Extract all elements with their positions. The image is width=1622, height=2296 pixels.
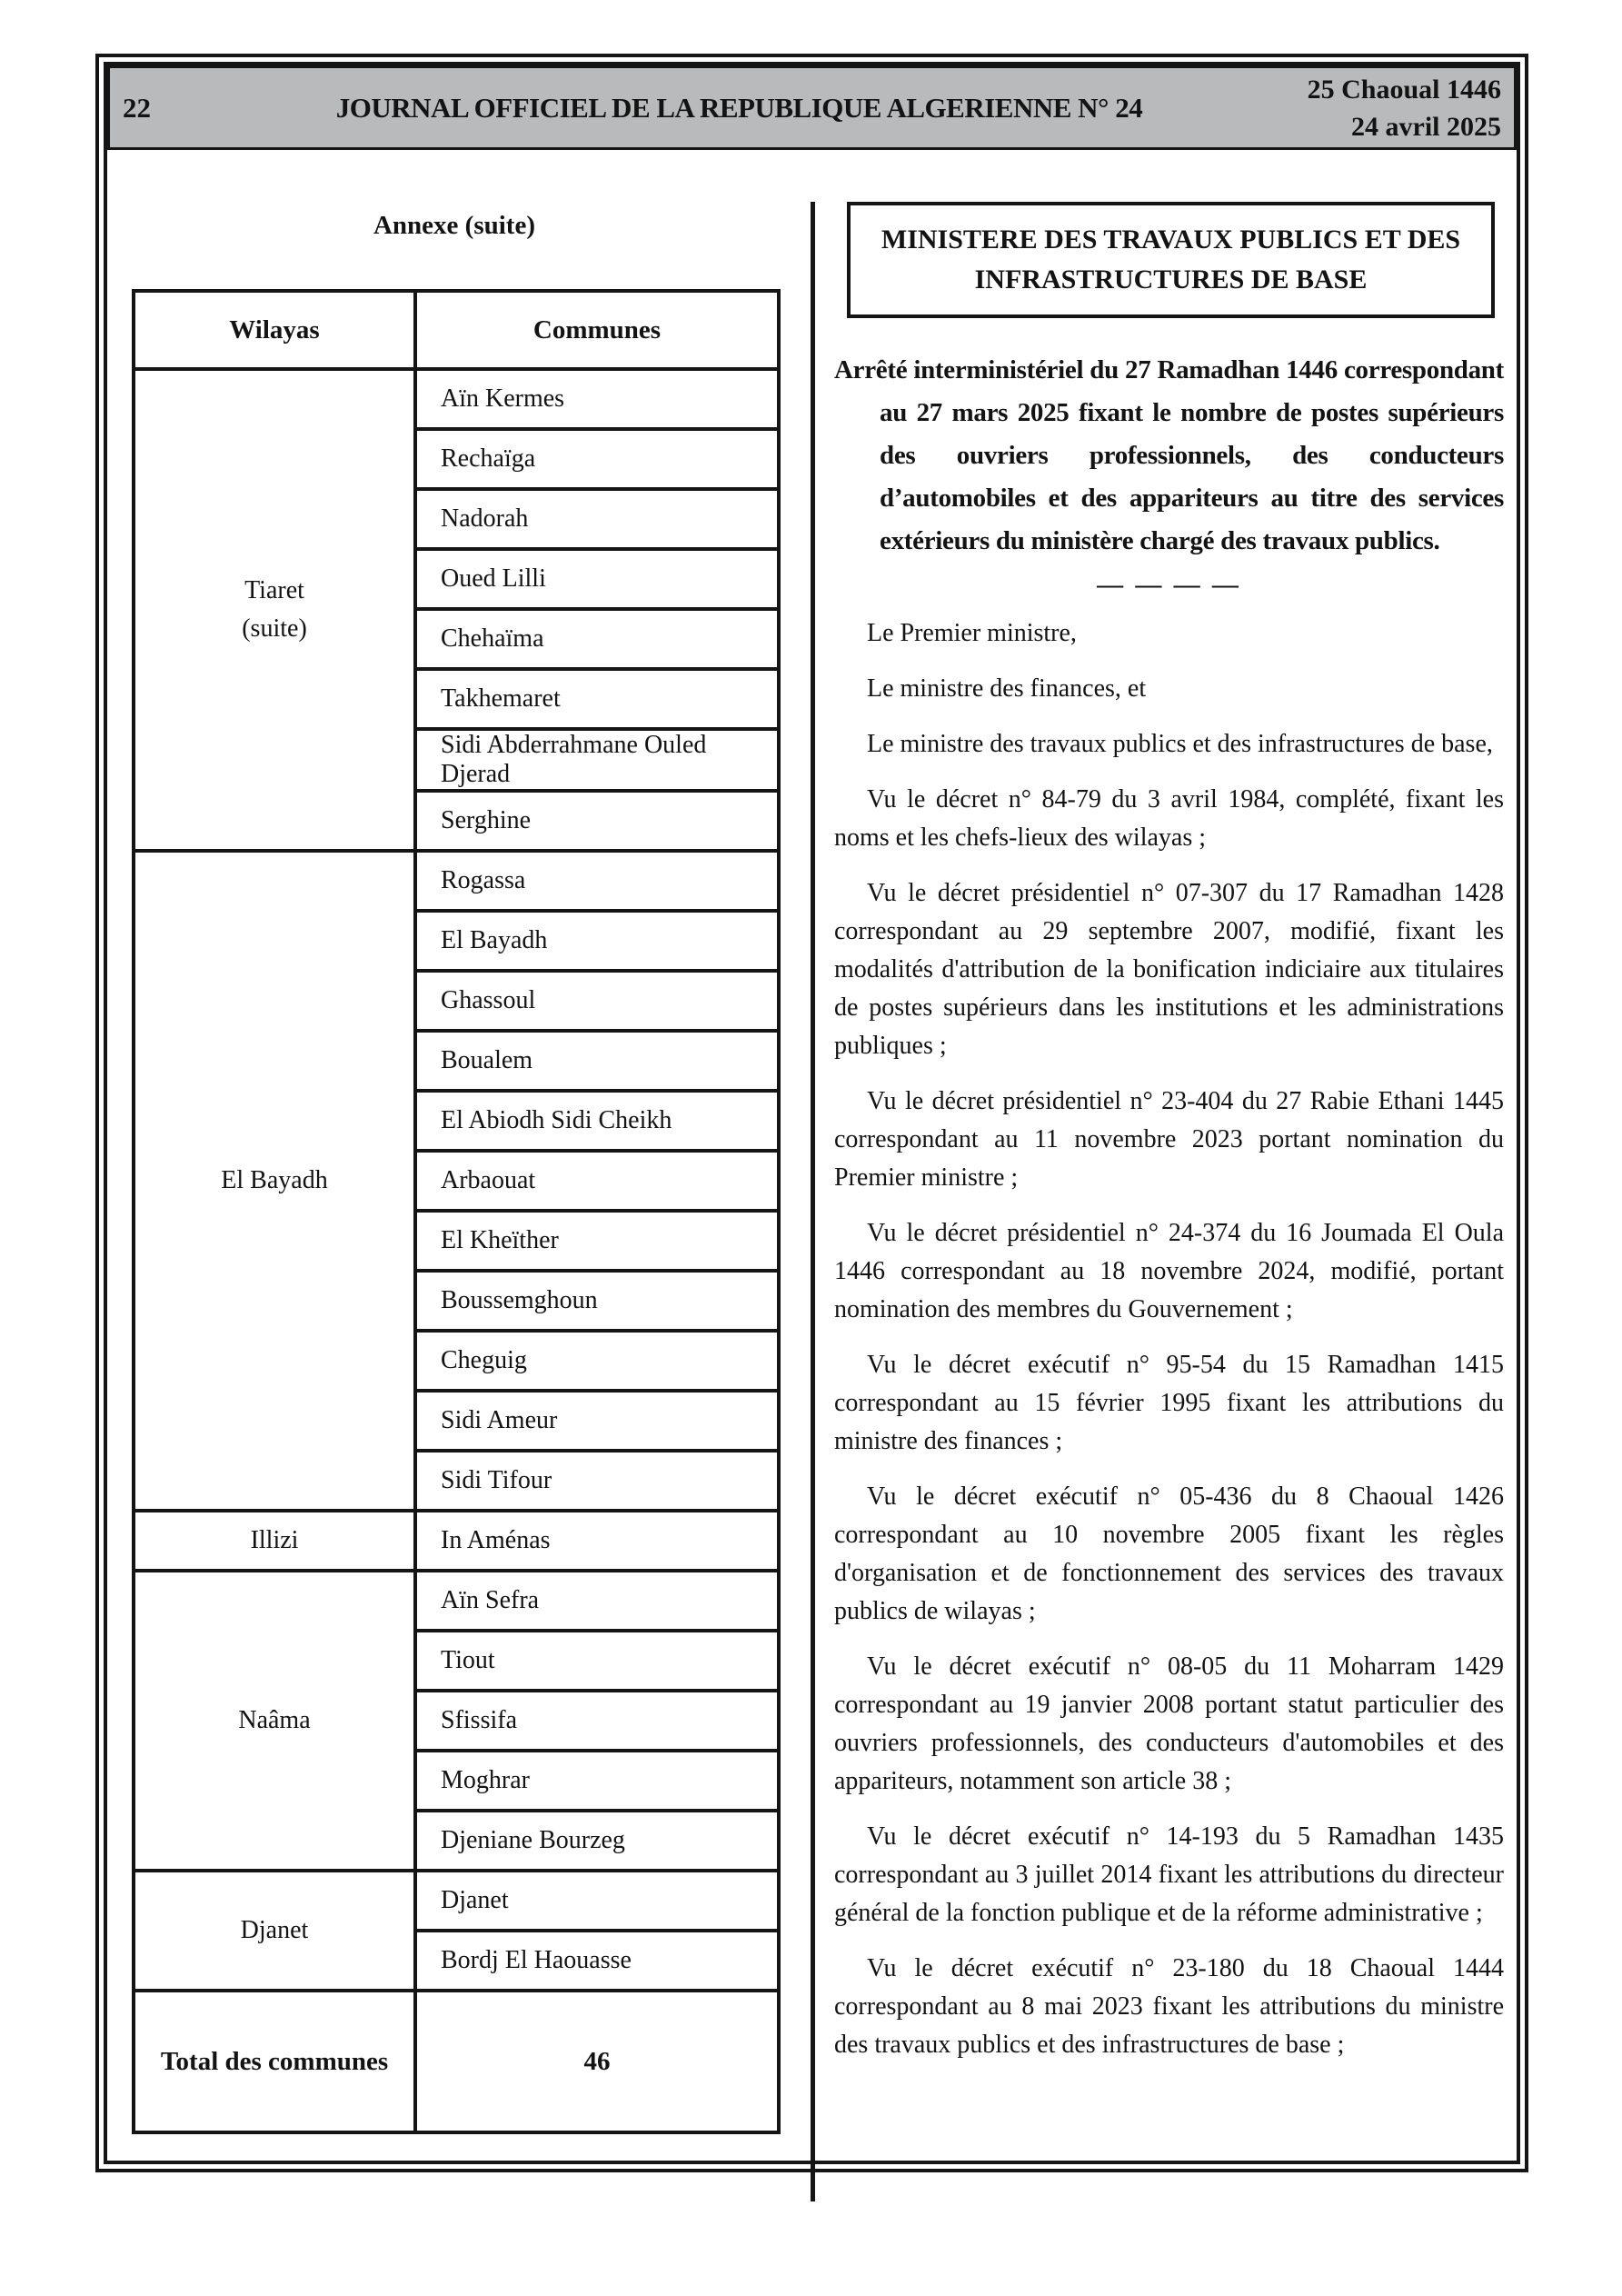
- right-column: [834, 202, 1504, 2081]
- commune-cell: Aïn Sefra: [415, 1571, 779, 1631]
- journal-title: JOURNAL OFFICIEL DE LA REPUBLIQUE ALGERIENNE N° 24: [335, 91, 1143, 124]
- commune-cell: Bordj El Haouasse: [415, 1931, 779, 1991]
- table-row: [134, 1511, 779, 1571]
- paragraph: Vu le décret présidentiel n° 07-307 du 17 Ramadhan 1428 correspondant au 29 septembre 2007, modifié, fixant les modalités d'attribution de la bonification indiciaire aux titulaires de postes supérieurs dans les institutions et les administrations publiques ;: [834, 879, 1504, 1060]
- commune-cell: Takhemaret: [415, 669, 779, 729]
- page-content: [107, 65, 1517, 2161]
- wilaya-cell: [134, 1871, 415, 1991]
- paragraph: Vu le décret exécutif n° 08-05 du 11 Moharram 1429 correspondant au 19 janvier 2008 portant statut particulier des ouvriers professionnels, des conducteurs d'automobiles et des appariteurs, notamment son article 38 ;: [834, 1652, 1504, 1795]
- wilaya-table-body: [134, 369, 779, 2132]
- commune-cell: Boussemghoun: [415, 1271, 779, 1331]
- masthead: [107, 65, 1517, 150]
- commune-cell: Boualem: [415, 1031, 779, 1091]
- arrete-heading: Arrêté interministériel du 27 Ramadhan 1446 correspondant au 27 mars 2025 fixant le nombre de postes supérieurs des ouvriers professionnels, des conducteurs d’automobiles et des appariteurs au titre des services extérieurs du ministère chargé des travaux publics.: [834, 355, 1504, 555]
- col-header-communes: Communes: [415, 291, 779, 369]
- table-row: [134, 1571, 779, 1631]
- commune-cell: Nadorah: [415, 489, 779, 549]
- commune-cell: Cheguig: [415, 1331, 779, 1391]
- commune-cell: Sidi Abderrahmane Ouled Djerad: [415, 729, 779, 791]
- date-gregorian: 24 avril 2025: [1351, 111, 1501, 142]
- wilaya-cell: [134, 369, 415, 851]
- column-divider: [811, 202, 815, 2201]
- paragraph: Le Premier ministre,: [867, 619, 1077, 647]
- table-row: [134, 369, 779, 429]
- table-row: [134, 851, 779, 911]
- wilaya-communes-table: [132, 289, 781, 2134]
- col-header-wilayas: Wilayas: [134, 291, 415, 369]
- section-separator: — — — —: [1097, 570, 1241, 599]
- commune-cell: Djanet: [415, 1871, 779, 1931]
- decrees-text: [834, 614, 1504, 2064]
- wilaya-label-line: Illizi: [250, 1526, 299, 1554]
- masthead-dates: [1292, 71, 1501, 145]
- table-total-row: [134, 1991, 779, 2132]
- date-hijri: 25 Chaoual 1446: [1307, 74, 1501, 105]
- wilaya-label-line: Naâma: [238, 1706, 311, 1734]
- commune-cell: Arbaouat: [415, 1151, 779, 1211]
- wilaya-label-line: Djanet: [240, 1916, 309, 1944]
- commune-cell: Ghassoul: [415, 971, 779, 1031]
- table-row: [134, 1871, 779, 1931]
- page-number: 22: [123, 91, 151, 124]
- wilaya-label-line: (suite): [242, 614, 307, 643]
- commune-cell: Serghine: [415, 791, 779, 851]
- commune-cell: Rogassa: [415, 851, 779, 911]
- paragraph: Vu le décret exécutif n° 14-193 du 5 Ramadhan 1435 correspondant au 3 juillet 2014 fixant les attributions du directeur général de la fonction publique et de la réforme administrative ;: [834, 1822, 1504, 1927]
- annex-title: Annexe (suite): [373, 211, 535, 240]
- commune-cell: Tiout: [415, 1631, 779, 1691]
- commune-cell: Aïn Kermes: [415, 369, 779, 429]
- wilaya-cell: [134, 851, 415, 1511]
- paragraph: Vu le décret exécutif n° 05-436 du 8 Chaoual 1426 correspondant au 10 novembre 2005 fixant les règles d'organisation et de fonctionnement des services des travaux publics de wilayas ;: [834, 1482, 1504, 1625]
- paragraph: Le ministre des travaux publics et des infrastructures de base,: [867, 730, 1493, 758]
- page-frame: [95, 54, 1528, 2172]
- total-label: Total des communes: [134, 1991, 415, 2132]
- commune-cell: Sidi Tifour: [415, 1451, 779, 1511]
- wilaya-cell: [134, 1511, 415, 1571]
- wilaya-cell: [134, 1571, 415, 1871]
- commune-cell: Sidi Ameur: [415, 1391, 779, 1451]
- commune-cell: El Bayadh: [415, 911, 779, 971]
- paragraph: Vu le décret exécutif n° 95-54 du 15 Ramadhan 1415 correspondant au 15 février 1995 fixant les attributions du ministre des finances ;: [834, 1351, 1504, 1455]
- commune-cell: Moghrar: [415, 1751, 779, 1811]
- paragraph: Vu le décret exécutif n° 23-180 du 18 Chaoual 1444 correspondant au 8 mai 2023 fixant les attributions du ministre des travaux publics et des infrastructures de base ;: [834, 1954, 1504, 2059]
- commune-cell: In Aménas: [415, 1511, 779, 1571]
- paragraph: Le ministre des finances, et: [867, 674, 1147, 703]
- total-value: 46: [415, 1991, 779, 2132]
- commune-cell: El Abiodh Sidi Cheikh: [415, 1091, 779, 1151]
- wilaya-label-line: El Bayadh: [221, 1166, 328, 1194]
- table-header-row: [134, 291, 779, 369]
- wilaya-label-line: Tiaret: [244, 576, 304, 604]
- commune-cell: Rechaïga: [415, 429, 779, 489]
- paragraph: Vu le décret présidentiel n° 24-374 du 16 Joumada El Oula 1446 correspondant au 18 novembre 2024, modifié, portant nomination des membres du Gouvernement ;: [834, 1219, 1504, 1323]
- ministry-title-box: MINISTERE DES TRAVAUX PUBLICS ET DES INFRASTRUCTURES DE BASE: [847, 202, 1495, 318]
- commune-cell: Chehaïma: [415, 609, 779, 669]
- paragraph: Vu le décret présidentiel n° 23-404 du 27 Rabie Ethani 1445 correspondant au 11 novembre 2023 portant nomination du Premier ministre ;: [834, 1087, 1504, 1192]
- commune-cell: Djeniane Bourzeg: [415, 1811, 779, 1871]
- paragraph: Vu le décret n° 84-79 du 3 avril 1984, complété, fixant les noms et les chefs-lieux des wilayas ;: [834, 785, 1504, 852]
- commune-cell: El Kheïther: [415, 1211, 779, 1271]
- commune-cell: Oued Lilli: [415, 549, 779, 609]
- commune-cell: Sfissifa: [415, 1691, 779, 1751]
